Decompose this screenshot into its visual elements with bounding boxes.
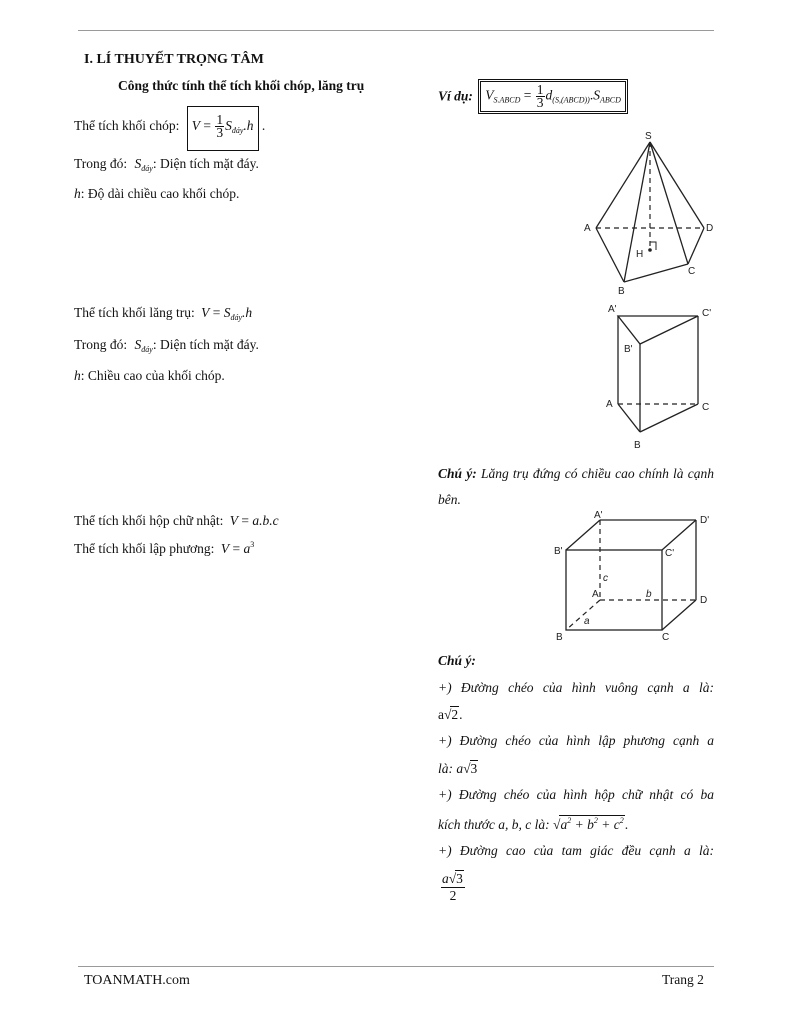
pyramid-formula-line: Thể tích khối chóp: V = $\frac{1}{3}$ $S_{đáy}.h$ . [74,106,265,151]
example-formula: $V_{S.ABCD}$ = $\frac{1}{3}$ $d_{(S,(ABCD))}.S_{ABCD}$ [480,81,626,112]
note2-item2-value: là: a√3 [438,761,478,776]
label-A1: A' [608,304,617,315]
label-C: C [702,402,710,413]
label-D: D [700,595,708,606]
example-line [438,81,626,112]
cube-formula-line: Thể tích khối lập phương: $V = a^3$ [74,540,255,556]
note2-item2: +) Đường chéo của hình lập phương cạnh a [438,733,714,748]
label-a: a [584,616,590,627]
top-rule [78,30,714,31]
prism-h-line: h: Chiều cao của khối chóp. [74,368,225,383]
label-C1: C' [702,308,712,319]
label-B: B [556,632,563,643]
footer-site[interactable]: TOANMATH.com [84,973,190,988]
prism-figure [590,298,720,454]
label-A: A [592,589,599,600]
label-D: D [706,223,714,234]
box-formula-line: Thể tích khối hộp chữ nhật: V = a.b.c [74,513,279,528]
label-A1: A' [594,510,603,521]
note2-label: Chú ý: [438,653,476,668]
note2-item4-value: $\frac{a√3}{2}$ [442,871,463,903]
label-A: A [584,223,591,234]
pyramid-h-line: h: Độ dài chiều cao khối chóp. [74,186,240,201]
note1: Chú ý: Lăng trụ đứng có chiều cao chính là cạnh bên. [438,466,714,507]
pyramid-label: Thể tích khối chóp: [74,118,180,133]
prism-where-line: Trong đó: $S_{đáy}$: Diện tích mặt đáy. [74,337,259,354]
pyramid-where-line: Trong đó: $S_{đáy}$: Diện tích mặt đáy. [74,156,259,173]
footer-rule [78,966,714,967]
label-C1: C' [665,548,675,559]
label-c: c [603,573,608,584]
label-B: B [634,440,641,451]
label-b: b [646,589,652,600]
note2-item1: +) Đường chéo của hình vuông cạnh a là: [438,680,714,695]
pyramid-figure [580,128,720,296]
section-title: I. LÍ THUYẾT TRỌNG TÂM [84,52,264,67]
note2-item3-value: kích thước a, b, c là: $√a^2 + b^2 + c^2$. [438,816,629,832]
label-B: B [618,286,625,296]
label-H: H [636,249,644,260]
label-C: C [662,632,670,643]
footer-page-number: Trang 2 [662,972,704,987]
label-B1: B' [554,546,563,557]
note2-item3: +) Đường chéo của hình hộp chữ nhật có ba [438,787,714,802]
label-D1: D' [700,515,710,526]
subtitle: Công thức tính thể tích khối chóp, lăng trụ [118,78,365,93]
example-label: Ví dụ: [438,88,473,104]
pyramid-formula: V = $\frac{1}{3}$ $S_{đáy}.h$ [187,106,259,151]
prism-formula-line: Thể tích khối lăng trụ: $V = S_{đáy}.h$ [74,305,253,322]
label-C: C [688,266,696,277]
box-figure [552,506,722,644]
label-B1: B' [624,344,633,355]
label-A: A [606,399,613,410]
label-S: S [645,131,652,142]
note2-item4: +) Đường cao của tam giác đều cạnh a là: [438,843,714,858]
note2-item1-value: a√2. [438,707,463,722]
